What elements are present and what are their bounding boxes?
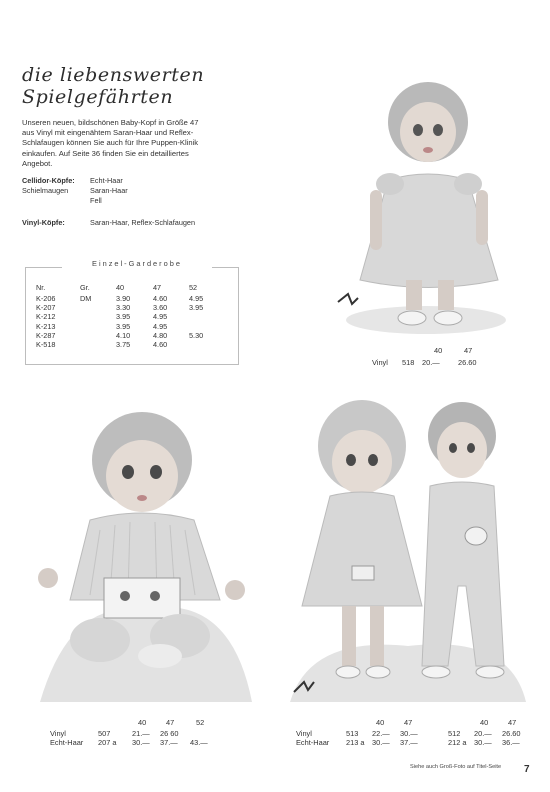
col-47: 47 [153, 283, 162, 292]
wardrobe-row [36, 322, 236, 331]
wardrobe-row [36, 312, 236, 321]
wardrobe-header-row [36, 283, 236, 294]
price-40: 20.— [422, 358, 440, 367]
wardrobe-cell: K-287 [36, 330, 56, 340]
doll-518-illustration [326, 80, 526, 342]
article-nr: 513 [346, 729, 359, 738]
size-40: 40 [434, 346, 443, 355]
vinyl-value: Saran-Haar, Reflex-Schlafaugen [90, 218, 196, 227]
wardrobe-cell: 4.95 [153, 321, 168, 331]
intro-line: Schlafaugen können Sie auch für Ihre Puppen-Klinik [22, 138, 199, 148]
intro-paragraph [22, 118, 254, 169]
wardrobe-cell: 4.60 [153, 294, 168, 303]
label-vinyl: Vinyl [372, 358, 388, 367]
price-47: 26.60 [458, 358, 477, 367]
article-nr: 518 [402, 358, 415, 367]
price: 37.— [160, 738, 178, 747]
wardrobe-cell: 4.95 [189, 294, 204, 303]
row-label: Echt-Haar [296, 738, 330, 747]
wardrobe-cell: 4.60 [153, 339, 168, 349]
doll-baby-illustration [30, 400, 252, 702]
size-40: 40 [376, 718, 385, 727]
size-47: 47 [166, 718, 175, 727]
page-title: die liebenswerten Spielgefährten [22, 64, 205, 108]
footnote: Siehe auch Groß-Foto auf Titel-Seite [410, 764, 502, 770]
article-nr: 512 [448, 729, 461, 738]
price: 22.— [372, 729, 390, 738]
article-nr: 507 [98, 729, 111, 738]
price: 30.— [474, 738, 492, 747]
price: 26.60 [502, 729, 521, 738]
fell-value: Fell [90, 196, 102, 205]
wardrobe-cell: 4.80 [153, 330, 168, 340]
intro-line: Angebot. [22, 158, 53, 168]
wardrobe-cell: 4.95 [153, 312, 168, 322]
intro-line: aus Vinyl mit eingenähtem Saran-Haar und Reflex- [22, 128, 194, 138]
schiel-value: Saran-Haar [90, 186, 128, 195]
wardrobe-cell: 5.30 [189, 330, 204, 340]
wardrobe-cell: DM [80, 294, 92, 303]
doll-baby-caption [50, 718, 250, 748]
wardrobe-cell: 3.95 [189, 303, 204, 313]
vinyl-label: Vinyl-Köpfe: [22, 218, 65, 227]
size-40: 40 [480, 718, 489, 727]
size-40: 40 [138, 718, 147, 727]
wardrobe-cell: 3.95 [116, 312, 131, 322]
intro-line: einkaufen. Auf Seite 36 finden Sie ein detailliertes [22, 148, 189, 158]
col-nr: Nr. [36, 283, 46, 292]
doll-baby-photo [30, 400, 252, 702]
price: 21.— [132, 729, 150, 738]
price: 36.— [502, 738, 520, 747]
col-52: 52 [189, 283, 198, 292]
col-gr: Gr. [80, 283, 90, 292]
size-47: 47 [464, 346, 473, 355]
wardrobe-title: Einzel-Garderobe [62, 259, 212, 268]
wardrobe-cell: K-206 [36, 294, 56, 303]
row-label: Vinyl [296, 729, 312, 738]
price: 30.— [400, 729, 418, 738]
wardrobe-cell: 3.95 [116, 321, 131, 331]
doll-pair-caption [296, 718, 526, 748]
wardrobe-row [36, 303, 236, 312]
wardrobe-row [36, 340, 236, 349]
wardrobe-rows [36, 294, 236, 349]
price: 30.— [132, 738, 150, 747]
page-number: 7 [524, 764, 530, 775]
price: 26 60 [160, 729, 179, 738]
price: 43.— [190, 738, 208, 747]
wardrobe-cell: K-213 [36, 321, 56, 331]
doll-pair-photo [290, 396, 526, 702]
size-47: 47 [508, 718, 517, 727]
article-nr: 212 a [448, 738, 467, 747]
article-nr: 213 a [346, 738, 365, 747]
wardrobe-row [36, 294, 236, 303]
wardrobe-cell: 3.90 [116, 294, 131, 303]
cellidor-value: Echt-Haar [90, 176, 123, 185]
article-nr: 207 a [98, 738, 117, 747]
wardrobe-cell: 3.75 [116, 339, 131, 349]
doll-518-photo [326, 80, 526, 342]
wardrobe-cell: 3.60 [153, 303, 168, 313]
size-47: 47 [404, 718, 413, 727]
size-52: 52 [196, 718, 205, 727]
wardrobe-cell: 4.10 [116, 330, 131, 340]
wardrobe-cell: 3.30 [116, 303, 131, 313]
row-label: Echt-Haar [50, 738, 84, 747]
intro-line: Unseren neuen, bildschönen Baby-Kopf in Größe 47 [22, 118, 199, 127]
price: 37.— [400, 738, 418, 747]
cellidor-label: Cellidor-Köpfe: [22, 176, 75, 185]
doll-pair-illustration [290, 396, 526, 702]
head-options [22, 176, 262, 227]
wardrobe-table [36, 283, 236, 349]
row-label: Vinyl [50, 729, 66, 738]
wardrobe-cell: K-212 [36, 312, 56, 322]
wardrobe-row [36, 331, 236, 340]
wardrobe-cell: K-207 [36, 303, 56, 313]
col-40: 40 [116, 283, 125, 292]
doll-518-caption [360, 346, 520, 368]
schiel-label: Schielmaugen [22, 186, 69, 195]
price: 20.— [474, 729, 492, 738]
wardrobe-cell: K-518 [36, 339, 56, 349]
price: 30.— [372, 738, 390, 747]
